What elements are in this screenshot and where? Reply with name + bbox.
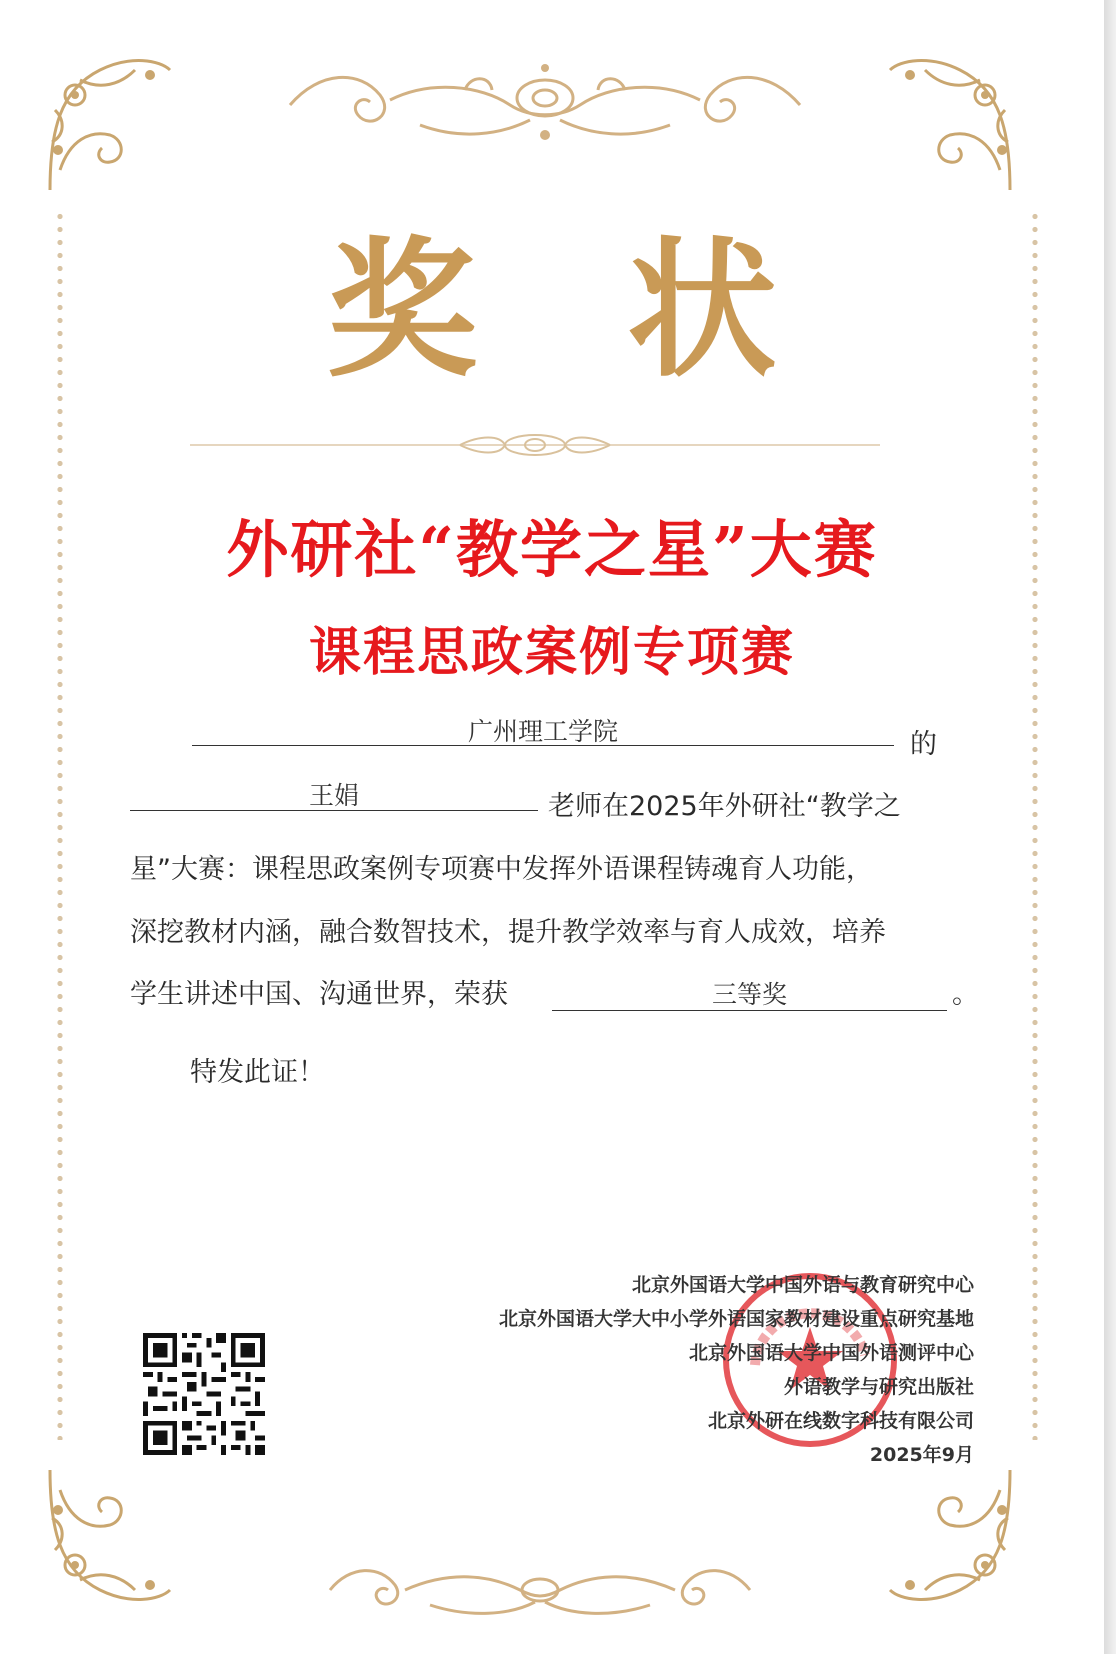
qr-code-icon [143,1333,265,1455]
closing-text: 特发此证！ [190,1057,325,1088]
issuer-3: 北京外国语大学中国外语测评中心 [688,1342,974,1364]
issue-date: 2025年9月 [869,1444,974,1466]
viewer-right-edge [1104,0,1116,1654]
issuer-2: 北京外国语大学大中小学外语国家教材建设重点研究基地 [498,1308,974,1330]
of-text: 的 [910,729,937,760]
certificate-title [0,220,1104,400]
contest-title: 外研社“教学之星”大赛 [226,513,878,586]
title-char-2: 状 [627,222,778,398]
issuer-1: 北京外国语大学中国外语与教育研究中心 [631,1274,974,1296]
recipient-name: 王娟 [308,781,359,810]
award-level: 三等奖 [711,980,787,1009]
corner-ornament-bottom-left-icon [40,1460,180,1610]
corner-ornament-top-right-icon [880,50,1020,200]
body-line-2: 星”大赛：课程思政案例专项赛中发挥外语课程铸魂育人功能， [130,854,873,885]
title-char-1: 奖 [326,222,477,398]
bottom-scroll-ornament-icon [320,1560,760,1620]
corner-ornament-bottom-right-icon [880,1460,1020,1610]
issuer-list [499,1268,974,1472]
period-text: 。 [952,979,979,1010]
issuer-5: 北京外研在线数字科技有限公司 [707,1410,974,1432]
body-line-4: 学生讲述中国、沟通世界，荣获 [130,979,508,1010]
body-line-1: 老师在2025年外研社“教学之 [548,791,901,822]
body-line-3: 深挖教材内涵，融合数智技术，提升教学效率与育人成效，培养 [130,917,886,948]
institution-name: 广州理工学院 [467,717,618,746]
contest-subtitle: 课程思政案例专项赛 [308,622,795,683]
issuer-4: 外语教学与研究出版社 [783,1376,974,1398]
top-scroll-ornament-icon [280,60,810,145]
corner-ornament-top-left-icon [40,50,180,200]
title-divider-icon [190,430,880,460]
